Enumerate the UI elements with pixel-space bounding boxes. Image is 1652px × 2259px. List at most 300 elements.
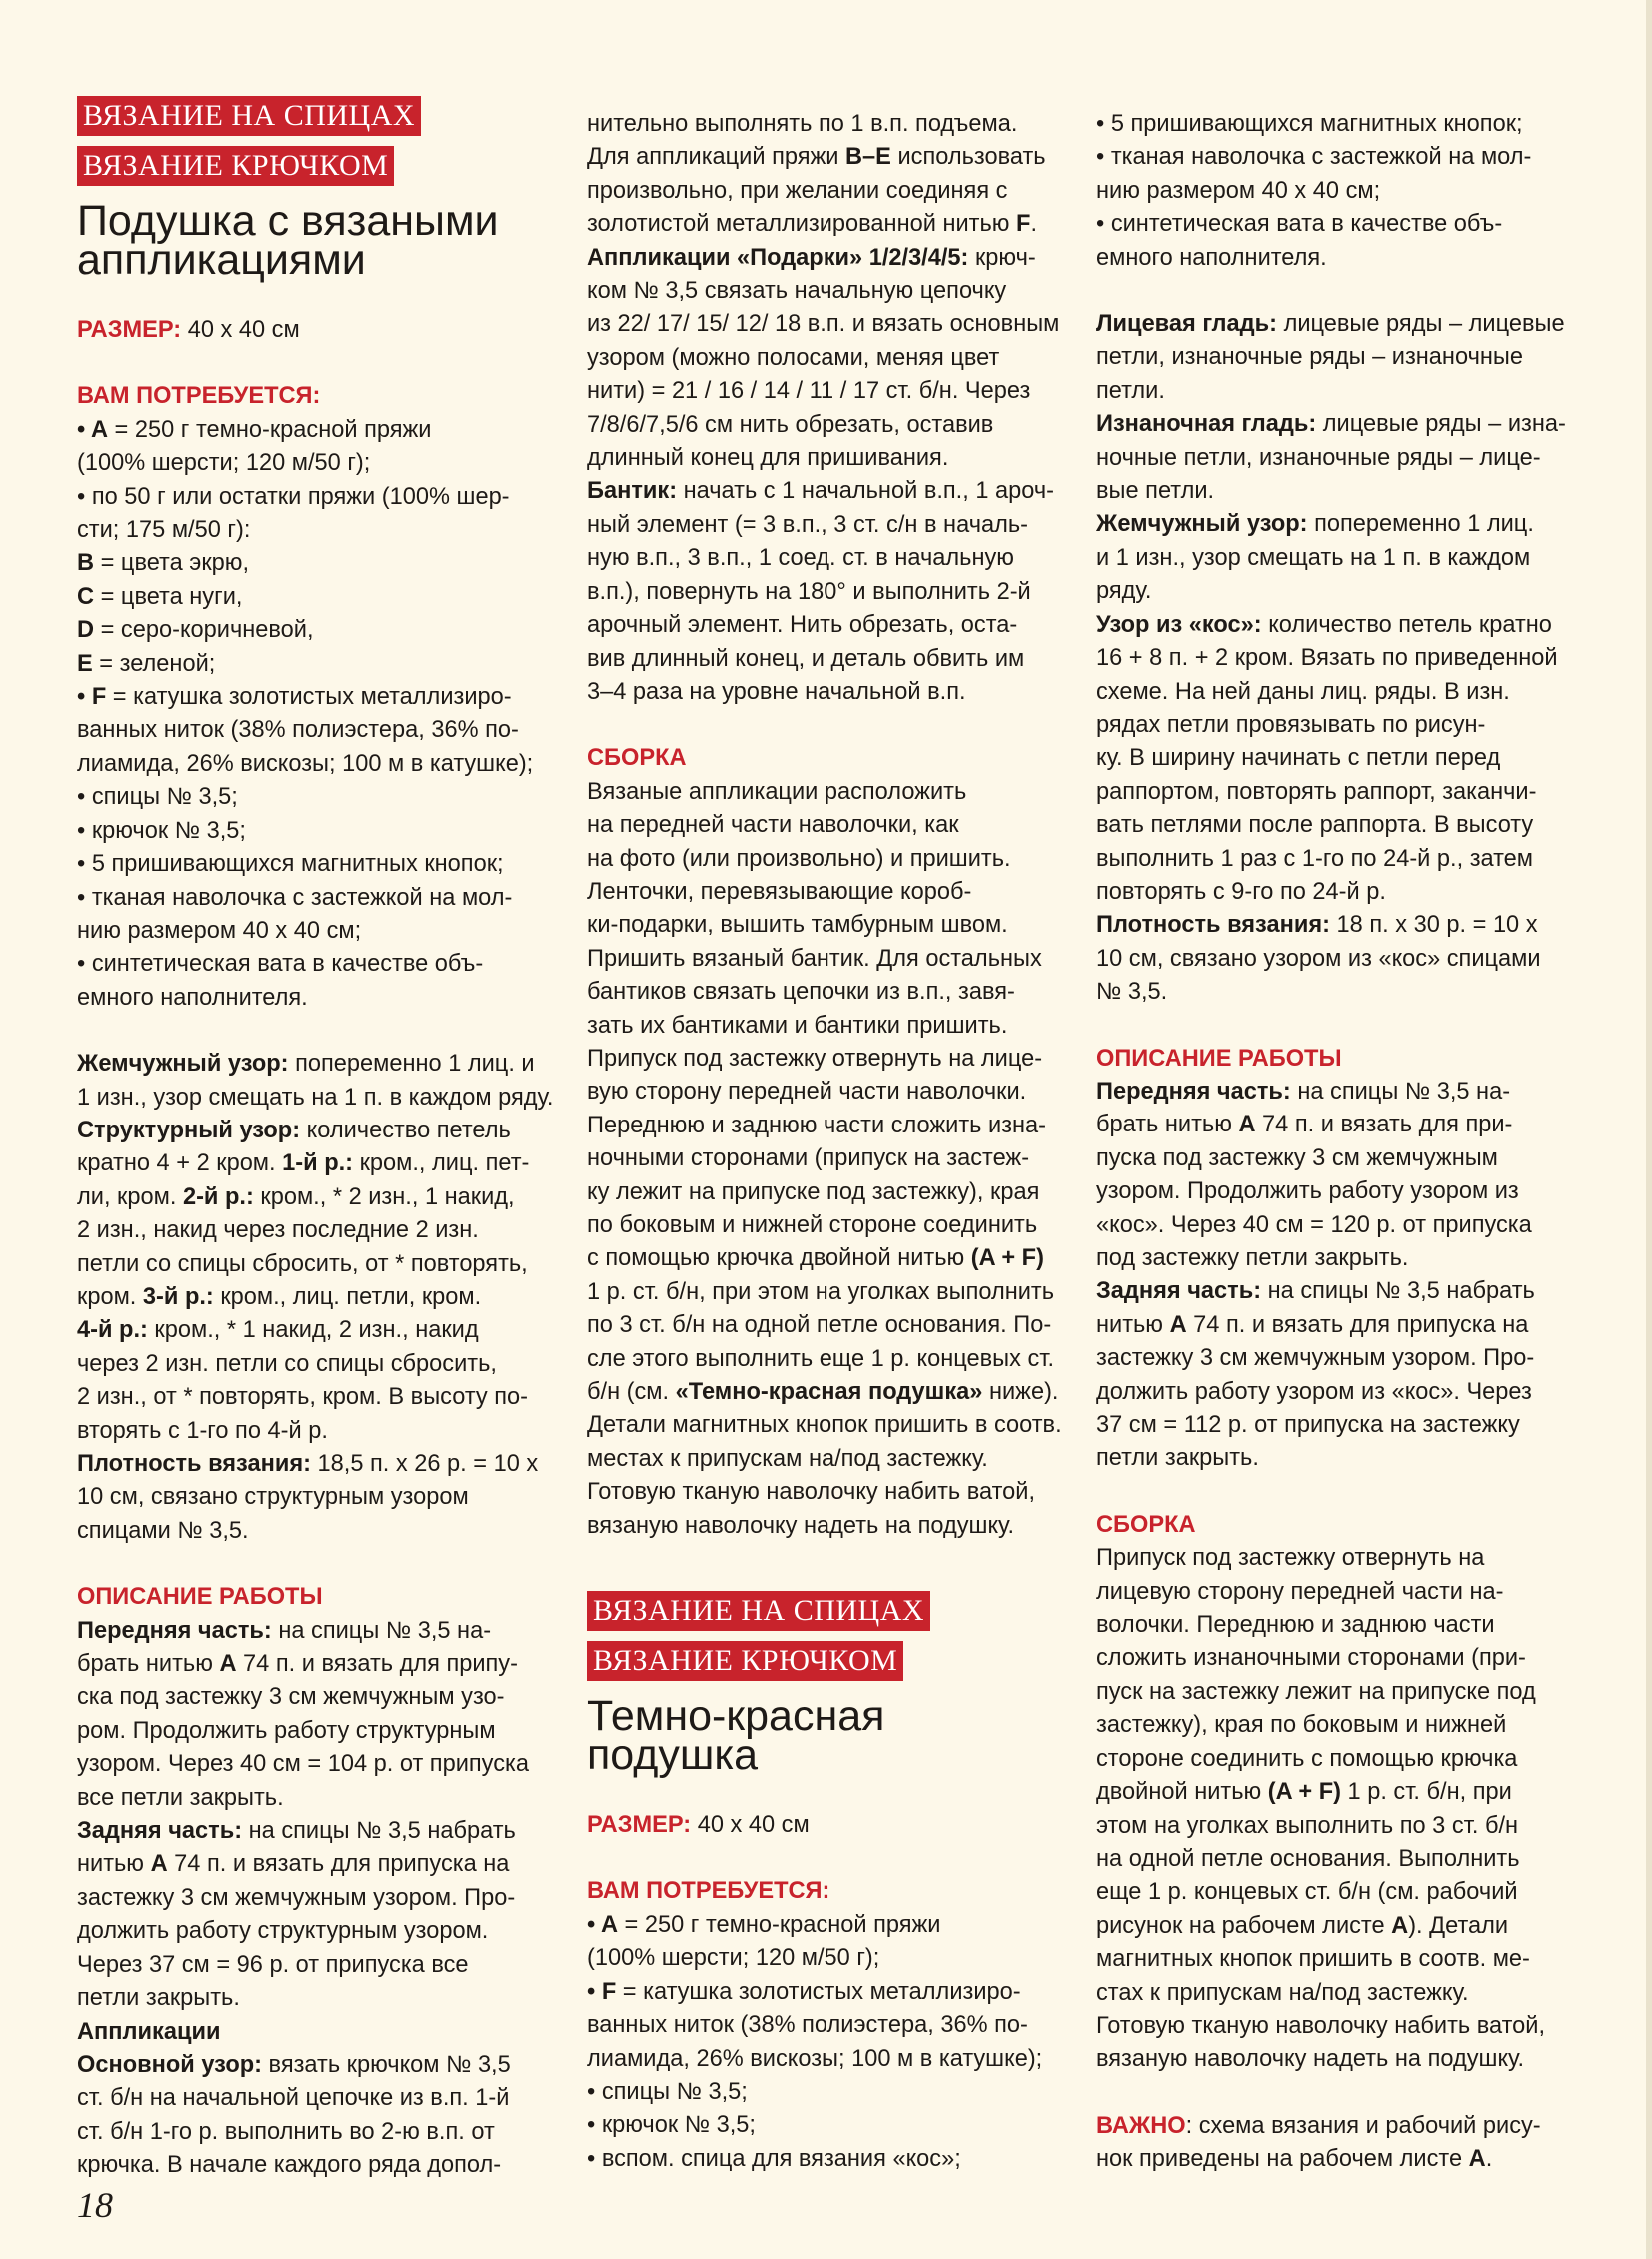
text-line bbox=[1096, 1810, 1586, 1843]
article-title-line: аппликациями bbox=[77, 236, 366, 284]
category-tag-knitting: ВЯЗАНИЕ НА СПИЦАХ bbox=[587, 1591, 930, 1631]
text-line bbox=[1096, 809, 1586, 842]
text-line bbox=[1096, 676, 1586, 709]
text-bold: A bbox=[150, 1851, 168, 1878]
text-bold: Бантик: bbox=[587, 478, 678, 505]
text-line bbox=[1096, 1776, 1586, 1809]
text-run: кром., лиц. пет- bbox=[353, 1150, 530, 1177]
text-line bbox=[587, 1209, 1076, 1242]
text-line bbox=[77, 1115, 557, 1147]
text-line bbox=[77, 1915, 557, 1948]
text-run: сложить изнаночными сторонами (при- bbox=[1096, 1645, 1526, 1672]
important-label: ВАЖНО bbox=[1096, 2112, 1186, 2139]
text-run: Переднюю и заднюю части сложить изна- bbox=[587, 1112, 1047, 1138]
text-run: спицами № 3,5. bbox=[77, 1517, 249, 1544]
text-run: 74 п. и вязать для припу- bbox=[236, 1651, 518, 1678]
text-run: ). Детали bbox=[1408, 1912, 1509, 1939]
text-run: • тканая наволочка с застежкой на мол- bbox=[77, 884, 513, 911]
text-line bbox=[77, 1248, 557, 1281]
text-line bbox=[1096, 1275, 1586, 1308]
text-line bbox=[1096, 108, 1586, 141]
text-line bbox=[77, 1782, 557, 1815]
text-line bbox=[587, 1010, 1076, 1043]
text-bold: A bbox=[1238, 1112, 1256, 1138]
text-line bbox=[77, 2116, 557, 2149]
text-line bbox=[77, 815, 557, 848]
text-run: Через 37 см = 96 р. от припуска все bbox=[77, 1951, 469, 1978]
text-run: • спицы № 3,5; bbox=[77, 784, 238, 811]
column-1 bbox=[77, 96, 557, 2183]
text-run: лицевые ряды – лицевые bbox=[1277, 311, 1565, 338]
text-bold: Передняя часть: bbox=[77, 1617, 272, 1644]
text-bold: Плотность вязания: bbox=[77, 1451, 311, 1477]
text-bold: • F bbox=[587, 1978, 617, 2005]
page-edge bbox=[1646, 0, 1652, 2259]
text-line bbox=[587, 1409, 1076, 1442]
text-run: на спицы № 3,5 на- bbox=[1290, 1078, 1511, 1105]
text-run: 2 изн., накид через последние 2 изн. bbox=[77, 1217, 479, 1244]
text-line bbox=[77, 1481, 557, 1514]
text-run: на передней части наволочки, как bbox=[587, 812, 959, 839]
text-run: = зеленой; bbox=[92, 650, 216, 677]
text-line bbox=[587, 1309, 1076, 1342]
text-run: ванных ниток (38% полиэстера, 36% по- bbox=[587, 2012, 1028, 2039]
text-line bbox=[77, 1681, 557, 1714]
text-bold: 4-й р.: bbox=[77, 1317, 148, 1344]
text-line bbox=[1096, 341, 1586, 374]
text-run: ром. Продолжить работу структурным bbox=[77, 1717, 496, 1744]
text-line bbox=[1096, 1109, 1586, 1141]
text-run: ку. В ширину начинать с петли перед bbox=[1096, 745, 1501, 772]
text-line bbox=[77, 614, 557, 647]
size-label: РАЗМЕР: bbox=[587, 1812, 692, 1839]
text-run: 1 р. ст. б/н, при этом на уголках выполнить bbox=[587, 1278, 1055, 1305]
text-run: на одной петле основания. Выполнить bbox=[1096, 1845, 1520, 1872]
text-run: вив длинный конец, и деталь обвить им bbox=[587, 645, 1025, 672]
size-value: 40 х 40 см bbox=[691, 1812, 810, 1839]
text-line bbox=[1096, 208, 1586, 241]
text-line bbox=[587, 308, 1076, 341]
text-line bbox=[77, 581, 557, 614]
text-run: в.п.), повернуть на 180° и выполнить 2-й bbox=[587, 578, 1031, 605]
text-run: лицевую сторону передней части на- bbox=[1096, 1578, 1504, 1605]
text-run: сле этого выполнить еще 1 р. концевых ст. bbox=[587, 1345, 1055, 1372]
text-line bbox=[1096, 2043, 1586, 2076]
text-line bbox=[587, 1176, 1076, 1209]
text-run: вать петлями после раппорта. В высоту bbox=[1096, 812, 1534, 839]
patterns-list bbox=[1096, 308, 1586, 1010]
text-bold: Задняя часть: bbox=[1096, 1278, 1262, 1305]
text-line bbox=[77, 1314, 557, 1347]
text-run: • синтетическая вата в качестве объ- bbox=[1096, 211, 1503, 238]
text-run: • синтетическая вата в качестве объ- bbox=[77, 951, 484, 978]
important-text: : схема вязания и рабочий рису- bbox=[1185, 2112, 1541, 2139]
text-run: • вспом. спица для вязания «кос»; bbox=[587, 2145, 961, 2172]
text-line bbox=[77, 481, 557, 514]
text-line bbox=[1096, 1977, 1586, 2010]
text-bold: Аппликации «Подарки» 1/2/3/4/5: bbox=[587, 244, 969, 271]
text-run: нитью bbox=[77, 1851, 151, 1878]
text-bold: Задняя часть: bbox=[77, 1818, 243, 1845]
text-run: 37 см = 112 р. от припуска на застежку bbox=[1096, 1412, 1520, 1439]
text-line bbox=[1096, 1676, 1586, 1709]
text-line bbox=[587, 1110, 1076, 1142]
text-run: петли закрыть. bbox=[1096, 1445, 1259, 1472]
text-run: ночные петли, изнаночные ряды – лице- bbox=[1096, 444, 1541, 471]
text-line bbox=[1096, 1609, 1586, 1642]
text-run: ком № 3,5 связать начальную цепочку bbox=[587, 278, 1007, 305]
category-tag-knitting: ВЯЗАНИЕ НА СПИЦАХ bbox=[77, 96, 421, 136]
text-run: местах к припускам на/под застежку. bbox=[587, 1445, 988, 1472]
text-run: ночными сторонами (припуск на застеж- bbox=[587, 1145, 1030, 1172]
text-line bbox=[77, 1882, 557, 1915]
text-line bbox=[587, 1976, 1076, 2009]
text-line bbox=[1096, 375, 1586, 408]
text-line bbox=[587, 1242, 1076, 1275]
text-run: вязать крючком № 3,5 bbox=[262, 2051, 511, 2078]
text-bold: 2-й р.: bbox=[182, 1183, 254, 1210]
text-run: б/н (см. bbox=[587, 1379, 676, 1406]
text-run: ный элемент (= 3 в.п., 3 ст. с/н в началь- bbox=[587, 511, 1029, 538]
text-line bbox=[77, 915, 557, 948]
text-run: 18 п. х 30 р. = 10 х bbox=[1329, 912, 1538, 939]
text-bold: A bbox=[1169, 1311, 1187, 1338]
text-run: петли закрыть. bbox=[77, 1985, 240, 2012]
text-bold: Передняя часть: bbox=[1096, 1078, 1291, 1105]
text-line bbox=[587, 409, 1076, 442]
text-bold: Аппликации bbox=[77, 2018, 221, 2045]
text-bold: Плотность вязания: bbox=[1096, 912, 1330, 939]
text-run: ст. б/н 1-го р. выполнить во 2-ю в.п. от bbox=[77, 2118, 495, 2145]
materials-list bbox=[587, 1909, 1076, 2176]
text-run: пуск на застежку лежит на припуске под bbox=[1096, 1678, 1536, 1705]
text-run: должить работу узором из «кос». Через bbox=[1096, 1378, 1532, 1405]
text-line bbox=[77, 2149, 557, 2182]
text-run: . bbox=[1030, 211, 1037, 238]
text-run: кром., * 2 изн., 1 накид, bbox=[253, 1183, 515, 1210]
text-run: рисунок на рабочем листе bbox=[1096, 1912, 1392, 1939]
text-run: петли со спицы сбросить, от * повторять, bbox=[77, 1250, 528, 1277]
text-run: нитью bbox=[1096, 1311, 1170, 1338]
text-line bbox=[77, 1715, 557, 1748]
text-line bbox=[77, 547, 557, 580]
text-run: • 5 пришивающихся магнитных кнопок; bbox=[77, 851, 504, 878]
text-line bbox=[1096, 943, 1586, 976]
text-run: ряду. bbox=[1096, 578, 1152, 605]
text-run: 1 р. ст. б/н, при bbox=[1340, 1779, 1512, 1806]
text-line bbox=[587, 843, 1076, 876]
text-line bbox=[587, 242, 1076, 275]
text-line bbox=[1096, 1943, 1586, 1976]
text-line bbox=[587, 2143, 1076, 2176]
text-line bbox=[77, 714, 557, 747]
text-line bbox=[587, 509, 1076, 542]
text-bold: Лицевая гладь: bbox=[1096, 311, 1278, 338]
text-line bbox=[77, 1147, 557, 1180]
text-line bbox=[77, 1748, 557, 1781]
text-run: должить работу структурным узором. bbox=[77, 1918, 489, 1945]
text-line bbox=[77, 447, 557, 480]
article-title-line: Темно-красная bbox=[587, 1692, 885, 1741]
text-run: узором (можно полосами, меняя цвет bbox=[587, 344, 1000, 371]
text-run: на спицы № 3,5 набрать bbox=[1261, 1278, 1535, 1305]
text-run: попеременно 1 лиц. и bbox=[288, 1051, 535, 1078]
text-line bbox=[1096, 776, 1586, 809]
text-line bbox=[77, 648, 557, 681]
text-run: повторять с 9-го по 24-й р. bbox=[1096, 878, 1386, 905]
text-run: Готовую тканую наволочку набить ватой, bbox=[1096, 2012, 1546, 2039]
text-line bbox=[587, 776, 1076, 809]
text-run: через 2 изн. петли со спицы сбросить, bbox=[77, 1350, 497, 1377]
text-run: выполнить 1 раз с 1-го по 24-й р., затем bbox=[1096, 845, 1534, 872]
text-run: = 250 г темно-красной пряжи bbox=[107, 416, 432, 443]
text-line bbox=[587, 275, 1076, 308]
text-line bbox=[587, 1142, 1076, 1175]
important-text-bold: A bbox=[1468, 2146, 1486, 2173]
text-run: Припуск под застежку отвернуть на bbox=[1096, 1545, 1485, 1572]
text-run: № 3,5. bbox=[1096, 979, 1168, 1006]
size-value: 40 х 40 см bbox=[181, 317, 300, 343]
text-line bbox=[77, 1082, 557, 1115]
text-run: попеременно 1 лиц. bbox=[1307, 511, 1534, 538]
text-bold: A bbox=[219, 1651, 237, 1678]
text-run: сти; 175 м/50 г): bbox=[77, 517, 251, 544]
text-line bbox=[587, 2043, 1076, 2076]
text-run: стороне соединить с помощью крючка bbox=[1096, 1745, 1518, 1772]
text-line bbox=[587, 676, 1076, 709]
text-line bbox=[77, 1949, 557, 1982]
text-line bbox=[1096, 408, 1586, 441]
text-run: (100% шерсти; 120 м/50 г); bbox=[587, 1945, 880, 1972]
category-tag-crochet: ВЯЗАНИЕ КРЮЧКОМ bbox=[77, 146, 394, 186]
text-run: арочный элемент. Нить обрезать, оста- bbox=[587, 612, 1018, 639]
text-line bbox=[77, 1448, 557, 1481]
text-bold: Структурный узор: bbox=[77, 1117, 301, 1143]
text-line bbox=[77, 1615, 557, 1648]
text-line bbox=[77, 414, 557, 447]
text-line bbox=[77, 1415, 557, 1448]
text-line bbox=[1096, 1309, 1586, 1342]
text-run: 2 изн., от * повторять, кром. В высоту по- bbox=[77, 1384, 529, 1411]
text-run: Для аппликаций пряжи bbox=[587, 144, 846, 171]
text-line bbox=[587, 1942, 1076, 1975]
text-line bbox=[1096, 1442, 1586, 1475]
text-run: использовать bbox=[890, 144, 1046, 171]
text-line bbox=[587, 909, 1076, 942]
description-list bbox=[77, 1615, 557, 2183]
text-line bbox=[77, 1982, 557, 2015]
text-line bbox=[587, 1909, 1076, 1942]
text-line bbox=[587, 1043, 1076, 1076]
text-run: вторять с 1-го по 4-й р. bbox=[77, 1417, 328, 1444]
text-line bbox=[587, 442, 1076, 475]
text-line bbox=[1096, 475, 1586, 508]
assembly-heading: СБОРКА bbox=[1096, 1511, 1196, 1538]
text-run: ку лежит на припуске под застежку), края bbox=[587, 1178, 1040, 1205]
text-run: = серо-коричневой, bbox=[94, 617, 314, 644]
size-label: РАЗМЕР: bbox=[77, 317, 182, 343]
text-run: вые петли. bbox=[1096, 478, 1215, 505]
text-line bbox=[587, 475, 1076, 508]
text-run: ли, кром. bbox=[77, 1183, 183, 1210]
size-line bbox=[587, 1809, 1076, 1842]
text-line bbox=[1096, 909, 1586, 942]
text-line bbox=[1096, 1409, 1586, 1442]
text-bold: B–E bbox=[845, 144, 891, 171]
text-bold: 1-й р.: bbox=[282, 1150, 354, 1177]
text-run: ст. б/н на начальной цепочке из в.п. 1-й bbox=[77, 2085, 510, 2112]
text-run: Ленточки, перевязывающие короб- bbox=[587, 878, 972, 905]
text-run: ную в.п., 3 в.п., 1 соед. ст. в начальную bbox=[587, 545, 1014, 572]
assembly-list bbox=[1096, 1542, 1586, 2077]
text-run: кратно 4 + 2 кром. bbox=[77, 1150, 283, 1177]
text-run: из 22/ 17/ 15/ 12/ 18 в.п. и вязать основным bbox=[587, 311, 1060, 338]
text-run: с помощью крючка двойной нитью bbox=[587, 1245, 971, 1272]
text-bold: B bbox=[77, 550, 95, 577]
important-note bbox=[1096, 2110, 1586, 2143]
text-run: еще 1 р. концевых ст. б/н (см. рабочий bbox=[1096, 1879, 1518, 1906]
text-run: кром., * 1 накид, 2 изн., накид bbox=[147, 1317, 479, 1344]
materials-list bbox=[1096, 108, 1586, 275]
text-run: по 3 ст. б/н на одной петле основания. По- bbox=[587, 1312, 1052, 1339]
text-line bbox=[77, 848, 557, 881]
text-run: кром., лиц. петли, кром. bbox=[213, 1283, 482, 1310]
text-run: золотистой металлизированной нитью bbox=[587, 211, 1017, 238]
text-run: длинный конец для пришивания. bbox=[587, 445, 949, 472]
important-text: . bbox=[1485, 2146, 1493, 2173]
assembly-heading: СБОРКА bbox=[587, 745, 687, 772]
text-line bbox=[77, 1815, 557, 1848]
patterns-list bbox=[77, 1048, 557, 1548]
text-line bbox=[587, 1076, 1076, 1109]
text-run: волочки. Переднюю и заднюю части bbox=[1096, 1612, 1495, 1639]
text-line bbox=[1096, 1342, 1586, 1375]
text-run: «кос». Через 40 см = 120 р. от припуска bbox=[1096, 1211, 1532, 1238]
text-line bbox=[587, 809, 1076, 842]
page-number: 18 bbox=[77, 2185, 113, 2225]
text-bold: Жемчужный узор: bbox=[1096, 511, 1308, 538]
text-bold: • F bbox=[77, 684, 107, 711]
text-run: = катушка золотистых металлизиро- bbox=[106, 684, 512, 711]
text-bold: D bbox=[77, 617, 95, 644]
text-run: бантиков связать цепочки из в.п., завя- bbox=[587, 979, 1015, 1006]
text-line bbox=[587, 342, 1076, 375]
text-run: = 250 г темно-красной пряжи bbox=[617, 1911, 941, 1938]
text-bold: 3-й р.: bbox=[142, 1283, 214, 1310]
text-run: все петли закрыть. bbox=[77, 1784, 284, 1811]
text-line bbox=[587, 1343, 1076, 1376]
text-line bbox=[587, 2009, 1076, 2042]
article-title bbox=[77, 197, 557, 284]
text-run: вязаную наволочку надеть на подушку. bbox=[1096, 2046, 1525, 2073]
text-bold: C bbox=[77, 583, 95, 610]
assembly-list bbox=[587, 776, 1076, 1543]
text-line bbox=[1096, 1843, 1586, 1876]
text-line bbox=[1096, 742, 1586, 775]
text-run: вую сторону передней части наволочки. bbox=[587, 1079, 1027, 1106]
text-run: кром. bbox=[77, 1283, 143, 1310]
text-line bbox=[587, 609, 1076, 642]
text-run: крючка. В начале каждого ряда допол- bbox=[77, 2152, 502, 2179]
text-run: по боковым и нижней стороне соединить bbox=[587, 1212, 1038, 1238]
text-run: 10 см, связано структурным узором bbox=[77, 1484, 469, 1511]
text-run: нительно выполнять по 1 в.п. подъема. bbox=[587, 111, 1018, 137]
text-run: на спицы № 3,5 набрать bbox=[242, 1818, 516, 1845]
text-run: магнитных кнопок пришить в соотв. ме- bbox=[1096, 1946, 1530, 1973]
text-line bbox=[1096, 2010, 1586, 2043]
text-run: петли, изнаночные ряды – изнаночные bbox=[1096, 344, 1523, 371]
text-run: 10 см, связано узором из «кос» спицами bbox=[1096, 945, 1541, 972]
description-heading: ОПИСАНИЕ РАБОТЫ bbox=[77, 1584, 323, 1611]
text-run: • тканая наволочка с застежкой на мол- bbox=[1096, 144, 1532, 171]
text-run: емного наполнителя. bbox=[77, 984, 308, 1011]
materials-heading: ВАМ ПОТРЕБУЕТСЯ: bbox=[77, 383, 321, 410]
text-bold: E bbox=[77, 650, 93, 677]
text-bold: (A + F) bbox=[970, 1245, 1044, 1272]
text-run: ки-подарки, вышить тамбурным швом. bbox=[587, 912, 1008, 939]
text-run: 3–4 раза на уровне начальной в.п. bbox=[587, 678, 966, 705]
text-run: емного наполнителя. bbox=[1096, 244, 1327, 271]
text-run: 18,5 п. х 26 р. = 10 х bbox=[310, 1451, 539, 1477]
text-run: пуска под застежку 3 см жемчужным bbox=[1096, 1144, 1498, 1171]
text-run: застежку 3 см жемчужным узором. Про- bbox=[77, 1884, 516, 1911]
text-run: • по 50 г или остатки пряжи (100% шер- bbox=[77, 483, 510, 510]
text-line bbox=[1096, 1142, 1586, 1175]
text-run: схеме. На ней даны лиц. ряды. В изн. bbox=[1096, 678, 1510, 705]
text-line bbox=[1096, 508, 1586, 541]
text-bold: Основной узор: bbox=[77, 2051, 262, 2078]
column-2 bbox=[587, 108, 1076, 2176]
text-run: узором. Продолжить работу узором из bbox=[1096, 1178, 1519, 1205]
text-run: = цвета нуги, bbox=[94, 583, 243, 610]
text-run: зать их бантиками и бантики пришить. bbox=[587, 1012, 1008, 1039]
text-line bbox=[1096, 1910, 1586, 1943]
text-run: застежку), края по боковым и нижней bbox=[1096, 1712, 1507, 1739]
text-line bbox=[1096, 1076, 1586, 1109]
text-line bbox=[1096, 1209, 1586, 1242]
text-line bbox=[1096, 242, 1586, 275]
text-run: лиамида, 26% вискозы; 100 м в катушке); bbox=[587, 2045, 1043, 2072]
text-run: и 1 изн., узор смещать на 1 п. в каждом bbox=[1096, 544, 1531, 571]
text-line bbox=[1096, 442, 1586, 475]
text-line bbox=[587, 1476, 1076, 1509]
text-run: нити) = 21 / 16 / 14 / 11 / 17 ст. б/н. Через bbox=[587, 378, 1031, 405]
text-line bbox=[1096, 642, 1586, 675]
text-run: (100% шерсти; 120 м/50 г); bbox=[77, 450, 371, 477]
text-run: произвольно, при желании соединяя с bbox=[587, 177, 1008, 204]
text-bold: • A bbox=[587, 1911, 618, 1938]
text-line bbox=[77, 1048, 557, 1081]
text-line bbox=[77, 1281, 557, 1314]
text-line bbox=[77, 1181, 557, 1214]
continued-text bbox=[587, 108, 1076, 709]
text-run: 74 п. и вязать для припуска на bbox=[1186, 1311, 1529, 1338]
text-line bbox=[1096, 1709, 1586, 1742]
text-line bbox=[1096, 709, 1586, 742]
text-line bbox=[77, 2082, 557, 2115]
text-line bbox=[1096, 175, 1586, 208]
text-run: Готовую тканую наволочку набить ватой, bbox=[587, 1479, 1036, 1506]
text-line bbox=[77, 948, 557, 981]
text-run: крюч- bbox=[968, 244, 1036, 271]
text-run: • крючок № 3,5; bbox=[587, 2112, 756, 2139]
text-bold: «Темно-красная подушка» bbox=[675, 1379, 983, 1406]
text-run: под застежку петли закрыть. bbox=[1096, 1245, 1409, 1271]
text-run: Вязаные аппликации расположить bbox=[587, 778, 967, 805]
text-bold: Изнаночная гладь: bbox=[1096, 411, 1317, 438]
text-line bbox=[1096, 1576, 1586, 1609]
article-title bbox=[587, 1692, 1076, 1780]
